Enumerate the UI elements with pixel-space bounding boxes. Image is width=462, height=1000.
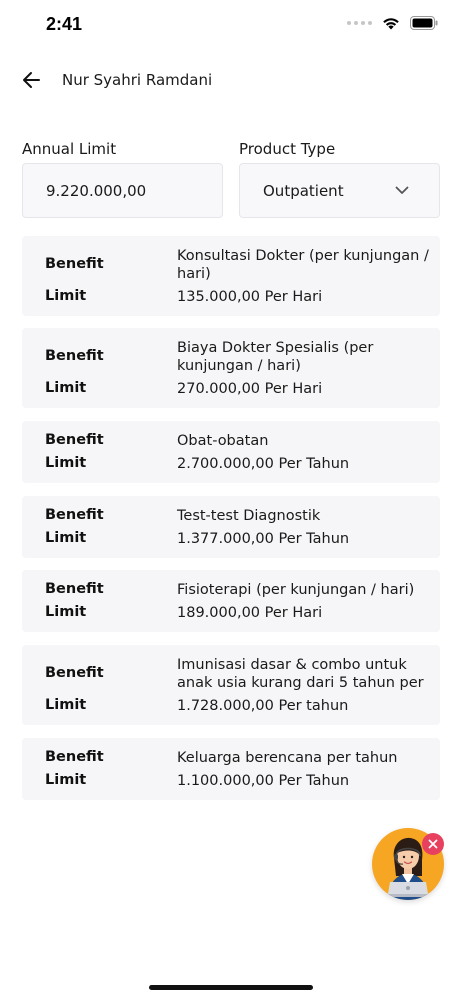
benefit-card <box>22 738 440 800</box>
benefit-card <box>22 421 440 483</box>
benefit-card <box>22 645 440 725</box>
benefit-key-label: Benefit <box>45 749 104 765</box>
benefit-value: Obat-obatan <box>177 433 269 449</box>
limit-value: 1.377.000,00 Per Tahun <box>177 531 350 547</box>
limit-value: 2.700.000,00 Per Tahun <box>177 456 350 472</box>
benefit-key-label: Benefit <box>45 507 104 523</box>
limit-value: 135.000,00 Per Hari <box>177 289 323 305</box>
limit-key-label: Limit <box>45 455 87 471</box>
benefit-key-label: Benefit <box>45 432 104 448</box>
annual-limit-value: 9.220.000,00 <box>46 181 147 200</box>
benefit-value: Konsultasi Dokter (per kunjungan / hari) <box>177 248 429 282</box>
benefit-value: Biaya Dokter Spesialis (per kunjungan / hari) <box>177 340 374 374</box>
limit-key-label: Limit <box>45 697 87 713</box>
limit-key-label: Limit <box>45 288 87 304</box>
benefit-card <box>22 328 440 408</box>
annual-limit-field <box>22 163 223 218</box>
benefit-value: Fisioterapi (per kunjungan / hari) <box>177 582 415 598</box>
benefit-card <box>22 570 440 632</box>
limit-value: 1.728.000,00 Per tahun <box>177 698 349 714</box>
annual-limit-label: Annual Limit <box>22 140 117 158</box>
benefit-key-label: Benefit <box>45 581 104 597</box>
benefit-value: Imunisasi dasar & combo untuk anak usia kurang dari 5 tahun per <box>177 657 424 691</box>
benefit-key-label: Benefit <box>45 348 104 364</box>
back-button[interactable] <box>20 68 44 92</box>
benefit-key-label: Benefit <box>45 665 104 681</box>
limit-key-label: Limit <box>45 380 87 396</box>
benefit-value: Keluarga berencana per tahun <box>177 750 398 766</box>
benefit-key-label: Benefit <box>45 256 104 272</box>
close-icon <box>428 839 438 849</box>
limit-value: 189.000,00 Per Hari <box>177 605 323 621</box>
limit-key-label: Limit <box>45 604 87 620</box>
benefit-value: Test-test Diagnostik <box>177 508 321 524</box>
product-type-label: Product Type <box>239 140 336 158</box>
limit-value: 1.100.000,00 Per Tahun <box>177 773 350 789</box>
status-time: 2:41 <box>46 14 83 34</box>
benefit-card <box>22 496 440 558</box>
status-indicators <box>347 16 438 30</box>
app-header <box>0 62 462 100</box>
status-bar <box>0 0 462 50</box>
page-title: Nur Syahri Ramdani <box>62 71 213 89</box>
product-type-value: Outpatient <box>263 181 344 200</box>
limit-key-label: Limit <box>45 772 87 788</box>
battery-icon <box>410 16 438 30</box>
close-assistant-button[interactable] <box>422 833 444 855</box>
product-type-select[interactable] <box>239 163 440 218</box>
limit-value: 270.000,00 Per Hari <box>177 381 323 397</box>
limit-key-label: Limit <box>45 530 87 546</box>
wifi-icon <box>382 17 400 30</box>
benefit-card <box>22 236 440 316</box>
home-indicator[interactable] <box>149 985 313 990</box>
chevron-down-icon <box>395 186 409 195</box>
signal-dots-icon <box>347 21 372 25</box>
arrow-left-icon <box>20 68 44 92</box>
